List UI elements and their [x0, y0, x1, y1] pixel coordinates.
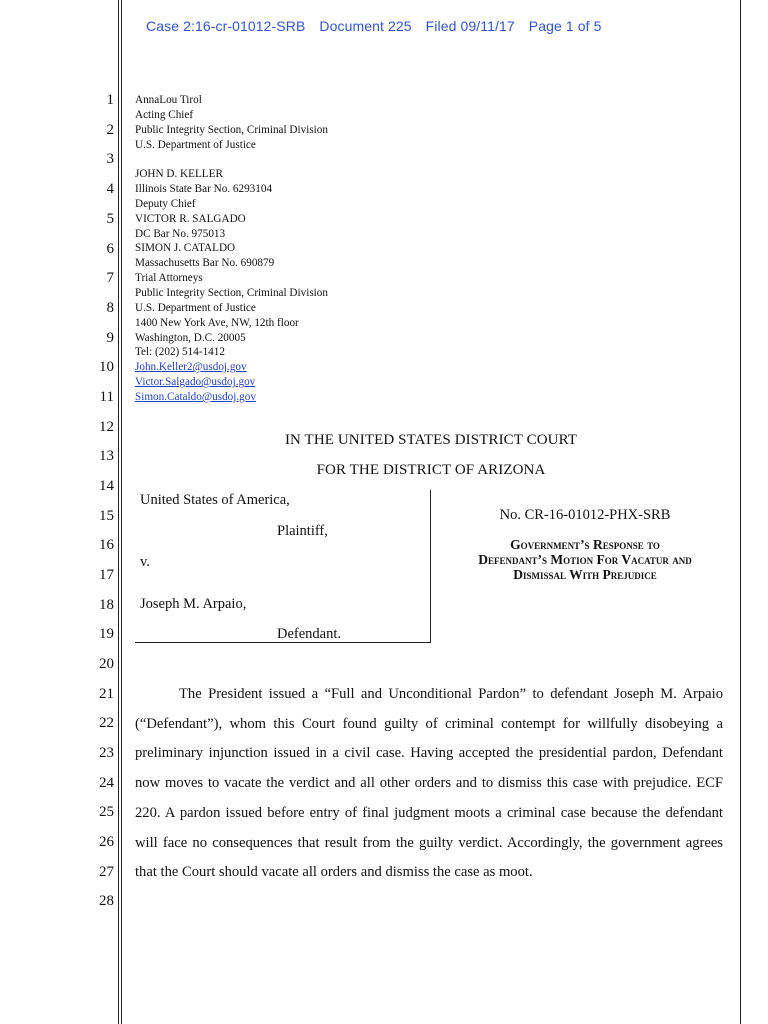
line-number: 15 — [99, 508, 114, 524]
defendant-name: Joseph M. Arpaio, — [140, 596, 247, 612]
line-number: 23 — [99, 745, 114, 761]
email-link-keller[interactable]: John.Keller2@usdoj.gov — [135, 361, 247, 374]
counsel-line: DC Bar No. 975013 — [135, 227, 226, 240]
line-number: 8 — [106, 300, 114, 316]
document-number-stamp: Document 225 — [319, 18, 412, 34]
line-number: 16 — [99, 537, 114, 553]
counsel-line: Tel: (202) 514-1412 — [135, 346, 225, 359]
email-link-cataldo[interactable]: Simon.Cataldo@usdoj.gov — [135, 390, 256, 403]
right-margin-rule — [740, 0, 741, 1024]
plaintiff-name: United States of America, — [140, 492, 290, 508]
line-number: 3 — [106, 151, 114, 167]
line-number: 28 — [99, 893, 114, 909]
line-number: 26 — [99, 834, 114, 850]
page-number-stamp: Page 1 of 5 — [528, 18, 602, 34]
counsel-line: Public Integrity Section, Criminal Division — [135, 123, 328, 136]
counsel-line: Massachusetts Bar No. 690879 — [135, 257, 275, 270]
counsel-line: VICTOR R. SALGADO — [135, 212, 246, 225]
ecf-header-stamp — [146, 18, 611, 34]
line-number: 7 — [106, 270, 114, 286]
line-number: 17 — [99, 567, 114, 583]
line-number: 25 — [99, 804, 114, 820]
line-number: 14 — [99, 478, 114, 494]
line-number: 18 — [99, 597, 114, 613]
line-number: 12 — [99, 419, 114, 435]
counsel-block — [135, 93, 475, 405]
line-number: 27 — [99, 864, 114, 880]
counsel-line: U.S. Department of Justice — [135, 301, 256, 314]
line-number: 20 — [99, 656, 114, 672]
counsel-line: JOHN D. KELLER — [135, 168, 223, 181]
email-link-salgado[interactable]: Victor.Salgado@usdoj.gov — [135, 376, 256, 389]
line-number: 19 — [99, 626, 114, 642]
counsel-line: Acting Chief — [135, 108, 194, 121]
line-number: 4 — [106, 181, 114, 197]
filed-date-stamp: Filed 09/11/17 — [425, 18, 515, 34]
left-margin-rule-inner — [121, 0, 122, 1024]
counsel-line: Public Integrity Section, Criminal Division — [135, 286, 328, 299]
line-number: 1 — [106, 92, 114, 108]
document-title-line: Government’s Response to — [510, 537, 660, 552]
counsel-spacer — [135, 152, 475, 167]
body-paragraph: The President issued a “Full and Unconditional Pardon” to defendant Joseph M. Arpaio (“Defendant”), whom this Court found guilty of criminal contempt for willfully disobeying a preliminary injunction issued in a civil case. Having accepted the presidential pardon, Defendant now moves to vacate the verdict and all other orders and to dismiss this case with prejudice. ECF 220. A pardon issued before entry of final judgment moots a criminal case because the defendant will face no consequences that result from the guilty verdict. Accordingly, the government agrees that the Court should vacate all orders and dismiss the case as moot. — [135, 686, 723, 881]
line-number: 6 — [106, 241, 114, 257]
counsel-line: U.S. Department of Justice — [135, 138, 256, 151]
line-number: 10 — [99, 359, 114, 375]
versus-label: v. — [140, 554, 150, 570]
document-title-line: Defendant’s Motion For Vacatur and — [478, 552, 692, 567]
plaintiff-role: Plaintiff, — [277, 523, 328, 539]
line-number: 13 — [99, 448, 114, 464]
case-caption-box — [135, 490, 431, 643]
line-number: 5 — [106, 211, 114, 227]
left-margin-rule — [118, 0, 119, 1024]
counsel-line: Washington, D.C. 20005 — [135, 331, 246, 344]
document-title-line: Dismissal With Prejudice — [513, 567, 657, 582]
line-number: 2 — [106, 122, 114, 138]
court-name-line1: IN THE UNITED STATES DISTRICT COURT — [284, 432, 578, 448]
counsel-line: 1400 New York Ave, NW, 12th floor — [135, 316, 299, 329]
counsel-line: Illinois State Bar No. 6293104 — [135, 183, 273, 196]
line-number: 22 — [99, 715, 114, 731]
counsel-line: Deputy Chief — [135, 197, 196, 210]
court-name-line2: FOR THE DISTRICT OF ARIZONA — [316, 462, 546, 478]
counsel-line: Trial Attorneys — [135, 272, 203, 285]
case-number-stamp: Case 2:16-cr-01012-SRB — [146, 18, 306, 34]
line-number: 9 — [106, 330, 114, 346]
document-title — [430, 537, 740, 582]
defendant-role: Defendant. — [277, 626, 342, 642]
line-number: 24 — [99, 775, 114, 791]
case-number: No. CR-16-01012-PHX-SRB — [499, 507, 671, 523]
counsel-line: SIMON J. CATALDO — [135, 242, 236, 255]
line-number: 11 — [99, 389, 114, 405]
counsel-line: AnnaLou Tirol — [135, 94, 202, 106]
line-number: 21 — [99, 686, 114, 702]
